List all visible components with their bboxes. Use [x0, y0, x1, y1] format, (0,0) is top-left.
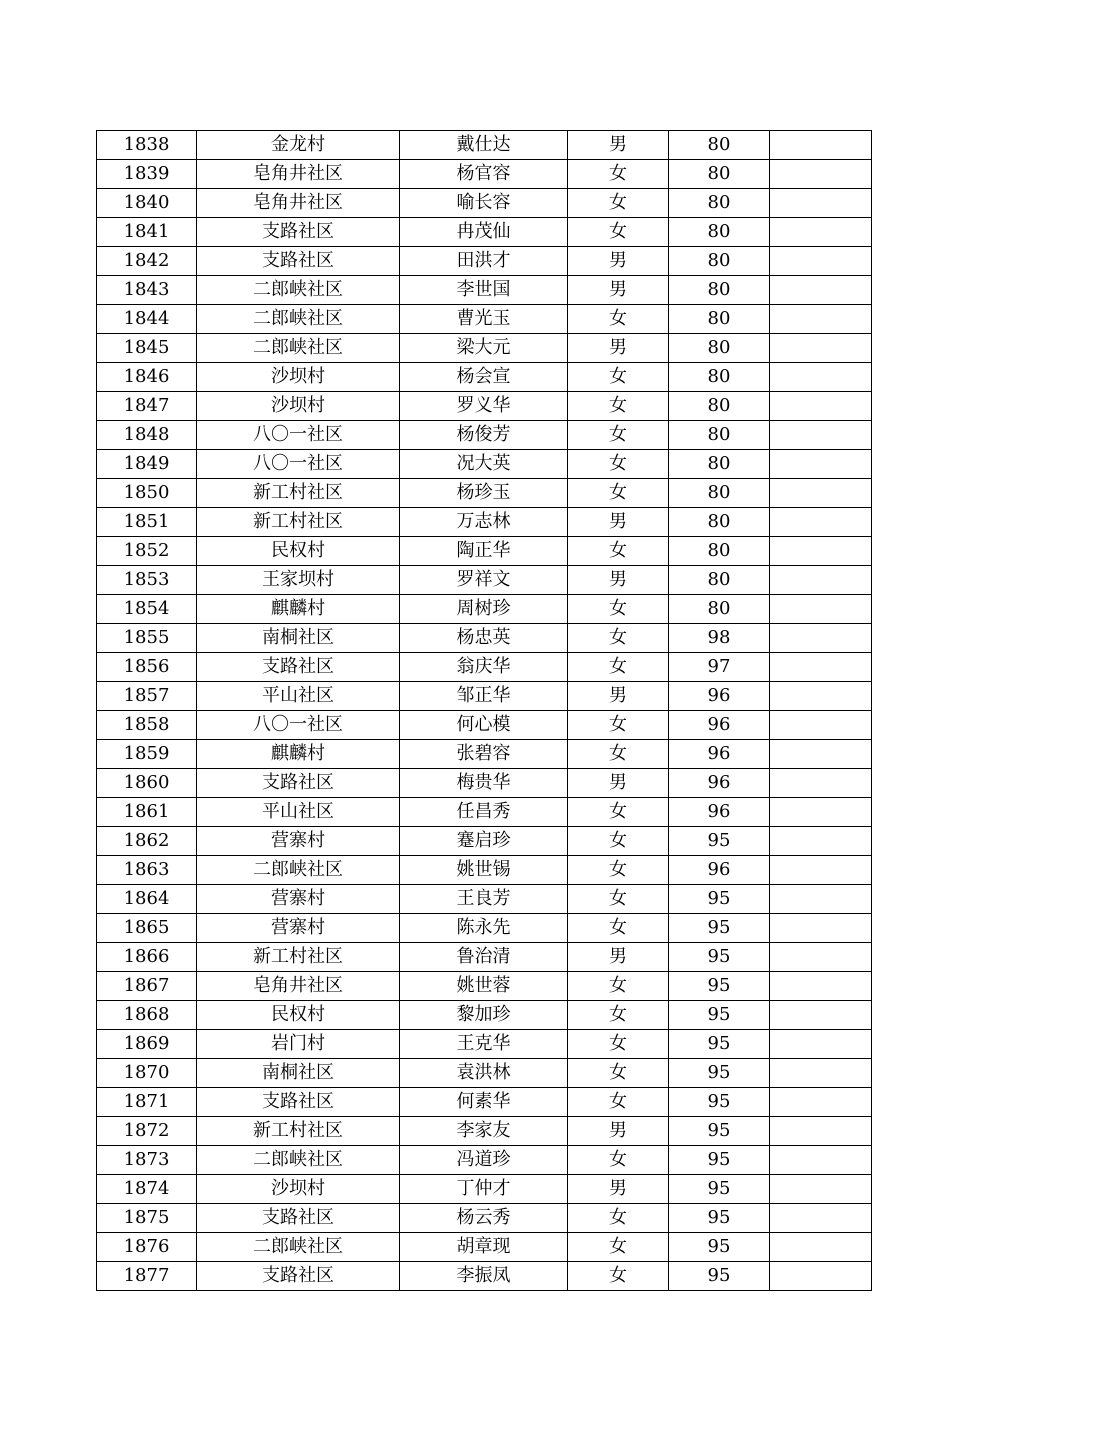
- age-cell: 96: [669, 740, 770, 769]
- name-cell: 李家友: [400, 1117, 568, 1146]
- age-cell: 95: [669, 1262, 770, 1291]
- table-row: [97, 537, 872, 566]
- table-row: [97, 711, 872, 740]
- note-cell: [770, 798, 872, 827]
- age-cell: 95: [669, 827, 770, 856]
- name-cell: 况大英: [400, 450, 568, 479]
- age-cell: 96: [669, 856, 770, 885]
- community-cell: 南桐社区: [197, 624, 400, 653]
- gender-cell: 女: [568, 827, 669, 856]
- age-cell: 80: [669, 160, 770, 189]
- name-cell: 戴仕达: [400, 131, 568, 160]
- note-cell: [770, 1146, 872, 1175]
- gender-cell: 女: [568, 1030, 669, 1059]
- table-row: [97, 1175, 872, 1204]
- community-cell: 支路社区: [197, 247, 400, 276]
- community-cell: 民权村: [197, 537, 400, 566]
- gender-cell: 男: [568, 508, 669, 537]
- note-cell: [770, 972, 872, 1001]
- community-cell: 新工村社区: [197, 508, 400, 537]
- number-cell: 1866: [97, 943, 197, 972]
- table-row: [97, 1088, 872, 1117]
- age-cell: 80: [669, 537, 770, 566]
- number-cell: 1875: [97, 1204, 197, 1233]
- number-cell: 1856: [97, 653, 197, 682]
- table-row: [97, 1146, 872, 1175]
- community-cell: 沙坝村: [197, 392, 400, 421]
- note-cell: [770, 334, 872, 363]
- gender-cell: 女: [568, 1204, 669, 1233]
- community-cell: 营寨村: [197, 914, 400, 943]
- gender-cell: 女: [568, 885, 669, 914]
- number-cell: 1851: [97, 508, 197, 537]
- name-cell: 邹正华: [400, 682, 568, 711]
- community-cell: 支路社区: [197, 1204, 400, 1233]
- gender-cell: 女: [568, 218, 669, 247]
- number-cell: 1861: [97, 798, 197, 827]
- table-row: [97, 653, 872, 682]
- name-cell: 周树珍: [400, 595, 568, 624]
- table-row: [97, 1233, 872, 1262]
- age-cell: 80: [669, 392, 770, 421]
- note-cell: [770, 363, 872, 392]
- note-cell: [770, 827, 872, 856]
- number-cell: 1847: [97, 392, 197, 421]
- age-cell: 80: [669, 450, 770, 479]
- table-row: [97, 1030, 872, 1059]
- note-cell: [770, 1059, 872, 1088]
- age-cell: 96: [669, 798, 770, 827]
- name-cell: 罗祥文: [400, 566, 568, 595]
- table-row: [97, 363, 872, 392]
- community-cell: 麒麟村: [197, 595, 400, 624]
- note-cell: [770, 392, 872, 421]
- name-cell: 杨云秀: [400, 1204, 568, 1233]
- table-row: [97, 334, 872, 363]
- note-cell: [770, 508, 872, 537]
- name-cell: 梁大元: [400, 334, 568, 363]
- community-cell: 支路社区: [197, 1088, 400, 1117]
- gender-cell: 女: [568, 595, 669, 624]
- table-row: [97, 566, 872, 595]
- community-cell: 王家坝村: [197, 566, 400, 595]
- gender-cell: 女: [568, 421, 669, 450]
- gender-cell: 女: [568, 856, 669, 885]
- note-cell: [770, 537, 872, 566]
- number-cell: 1860: [97, 769, 197, 798]
- table-row: [97, 856, 872, 885]
- age-cell: 98: [669, 624, 770, 653]
- community-cell: 皂角井社区: [197, 972, 400, 1001]
- name-cell: 丁仲才: [400, 1175, 568, 1204]
- table-row: [97, 740, 872, 769]
- community-cell: 沙坝村: [197, 363, 400, 392]
- table-row: [97, 595, 872, 624]
- name-cell: 蹇启珍: [400, 827, 568, 856]
- age-cell: 95: [669, 1204, 770, 1233]
- note-cell: [770, 740, 872, 769]
- note-cell: [770, 1204, 872, 1233]
- name-cell: 王良芳: [400, 885, 568, 914]
- community-cell: 平山社区: [197, 682, 400, 711]
- number-cell: 1862: [97, 827, 197, 856]
- table-row: [97, 218, 872, 247]
- name-cell: 张碧容: [400, 740, 568, 769]
- gender-cell: 女: [568, 363, 669, 392]
- table-row: [97, 305, 872, 334]
- name-cell: 任昌秀: [400, 798, 568, 827]
- community-cell: 八〇一社区: [197, 711, 400, 740]
- note-cell: [770, 160, 872, 189]
- age-cell: 80: [669, 218, 770, 247]
- age-cell: 95: [669, 1233, 770, 1262]
- table-row: [97, 943, 872, 972]
- number-cell: 1874: [97, 1175, 197, 1204]
- community-cell: 新工村社区: [197, 479, 400, 508]
- gender-cell: 男: [568, 943, 669, 972]
- name-cell: 罗义华: [400, 392, 568, 421]
- community-cell: 营寨村: [197, 827, 400, 856]
- note-cell: [770, 653, 872, 682]
- age-cell: 95: [669, 1059, 770, 1088]
- gender-cell: 女: [568, 1001, 669, 1030]
- gender-cell: 女: [568, 479, 669, 508]
- table-row: [97, 914, 872, 943]
- note-cell: [770, 769, 872, 798]
- age-cell: 95: [669, 1030, 770, 1059]
- note-cell: [770, 189, 872, 218]
- table-row: [97, 885, 872, 914]
- note-cell: [770, 1262, 872, 1291]
- gender-cell: 男: [568, 682, 669, 711]
- note-cell: [770, 218, 872, 247]
- name-cell: 何心模: [400, 711, 568, 740]
- table-row: [97, 160, 872, 189]
- table-row: [97, 508, 872, 537]
- number-cell: 1841: [97, 218, 197, 247]
- age-cell: 97: [669, 653, 770, 682]
- gender-cell: 女: [568, 1233, 669, 1262]
- gender-cell: 女: [568, 914, 669, 943]
- data-table: [96, 130, 872, 1291]
- community-cell: 皂角井社区: [197, 160, 400, 189]
- note-cell: [770, 276, 872, 305]
- number-cell: 1846: [97, 363, 197, 392]
- number-cell: 1871: [97, 1088, 197, 1117]
- table-row: [97, 798, 872, 827]
- age-cell: 80: [669, 276, 770, 305]
- community-cell: 八〇一社区: [197, 421, 400, 450]
- age-cell: 80: [669, 421, 770, 450]
- name-cell: 梅贵华: [400, 769, 568, 798]
- name-cell: 王克华: [400, 1030, 568, 1059]
- note-cell: [770, 421, 872, 450]
- name-cell: 鲁治清: [400, 943, 568, 972]
- gender-cell: 男: [568, 566, 669, 595]
- community-cell: 二郎峡社区: [197, 276, 400, 305]
- table-row: [97, 131, 872, 160]
- name-cell: 何素华: [400, 1088, 568, 1117]
- note-cell: [770, 479, 872, 508]
- number-cell: 1849: [97, 450, 197, 479]
- table-row: [97, 624, 872, 653]
- community-cell: 二郎峡社区: [197, 1146, 400, 1175]
- name-cell: 陈永先: [400, 914, 568, 943]
- community-cell: 八〇一社区: [197, 450, 400, 479]
- age-cell: 95: [669, 1001, 770, 1030]
- number-cell: 1840: [97, 189, 197, 218]
- name-cell: 曹光玉: [400, 305, 568, 334]
- note-cell: [770, 1088, 872, 1117]
- age-cell: 95: [669, 972, 770, 1001]
- gender-cell: 男: [568, 131, 669, 160]
- gender-cell: 女: [568, 1262, 669, 1291]
- name-cell: 翁庆华: [400, 653, 568, 682]
- number-cell: 1859: [97, 740, 197, 769]
- table-row: [97, 247, 872, 276]
- age-cell: 80: [669, 363, 770, 392]
- gender-cell: 女: [568, 160, 669, 189]
- gender-cell: 男: [568, 769, 669, 798]
- age-cell: 95: [669, 1175, 770, 1204]
- community-cell: 新工村社区: [197, 943, 400, 972]
- number-cell: 1872: [97, 1117, 197, 1146]
- table-row: [97, 1117, 872, 1146]
- number-cell: 1873: [97, 1146, 197, 1175]
- gender-cell: 女: [568, 653, 669, 682]
- community-cell: 皂角井社区: [197, 189, 400, 218]
- gender-cell: 男: [568, 1117, 669, 1146]
- gender-cell: 女: [568, 189, 669, 218]
- age-cell: 80: [669, 566, 770, 595]
- name-cell: 杨俊芳: [400, 421, 568, 450]
- number-cell: 1854: [97, 595, 197, 624]
- gender-cell: 男: [568, 276, 669, 305]
- community-cell: 平山社区: [197, 798, 400, 827]
- age-cell: 95: [669, 914, 770, 943]
- age-cell: 95: [669, 943, 770, 972]
- table-row: [97, 769, 872, 798]
- gender-cell: 女: [568, 972, 669, 1001]
- number-cell: 1858: [97, 711, 197, 740]
- table-row: [97, 392, 872, 421]
- number-cell: 1843: [97, 276, 197, 305]
- number-cell: 1876: [97, 1233, 197, 1262]
- note-cell: [770, 682, 872, 711]
- gender-cell: 女: [568, 1088, 669, 1117]
- community-cell: 支路社区: [197, 1262, 400, 1291]
- age-cell: 95: [669, 1117, 770, 1146]
- table-row: [97, 1262, 872, 1291]
- number-cell: 1863: [97, 856, 197, 885]
- community-cell: 二郎峡社区: [197, 334, 400, 363]
- gender-cell: 女: [568, 537, 669, 566]
- note-cell: [770, 1233, 872, 1262]
- community-cell: 南桐社区: [197, 1059, 400, 1088]
- note-cell: [770, 450, 872, 479]
- note-cell: [770, 856, 872, 885]
- table-row: [97, 479, 872, 508]
- community-cell: 支路社区: [197, 769, 400, 798]
- gender-cell: 男: [568, 247, 669, 276]
- age-cell: 96: [669, 769, 770, 798]
- name-cell: 田洪才: [400, 247, 568, 276]
- table-row: [97, 1001, 872, 1030]
- table-row: [97, 450, 872, 479]
- number-cell: 1853: [97, 566, 197, 595]
- note-cell: [770, 1030, 872, 1059]
- community-cell: 岩门村: [197, 1030, 400, 1059]
- age-cell: 80: [669, 189, 770, 218]
- age-cell: 96: [669, 711, 770, 740]
- number-cell: 1864: [97, 885, 197, 914]
- name-cell: 冯道珍: [400, 1146, 568, 1175]
- number-cell: 1850: [97, 479, 197, 508]
- age-cell: 95: [669, 1146, 770, 1175]
- note-cell: [770, 1175, 872, 1204]
- community-cell: 民权村: [197, 1001, 400, 1030]
- name-cell: 黎加珍: [400, 1001, 568, 1030]
- age-cell: 80: [669, 131, 770, 160]
- table-row: [97, 972, 872, 1001]
- note-cell: [770, 1117, 872, 1146]
- gender-cell: 女: [568, 711, 669, 740]
- gender-cell: 女: [568, 1146, 669, 1175]
- note-cell: [770, 305, 872, 334]
- number-cell: 1845: [97, 334, 197, 363]
- table-row: [97, 682, 872, 711]
- number-cell: 1844: [97, 305, 197, 334]
- community-cell: 二郎峡社区: [197, 856, 400, 885]
- name-cell: 陶正华: [400, 537, 568, 566]
- table-row: [97, 189, 872, 218]
- name-cell: 杨官容: [400, 160, 568, 189]
- note-cell: [770, 624, 872, 653]
- table-body: [97, 131, 872, 1291]
- name-cell: 杨会宣: [400, 363, 568, 392]
- age-cell: 95: [669, 885, 770, 914]
- gender-cell: 男: [568, 334, 669, 363]
- number-cell: 1869: [97, 1030, 197, 1059]
- number-cell: 1867: [97, 972, 197, 1001]
- name-cell: 杨珍玉: [400, 479, 568, 508]
- community-cell: 支路社区: [197, 218, 400, 247]
- community-cell: 新工村社区: [197, 1117, 400, 1146]
- age-cell: 96: [669, 682, 770, 711]
- number-cell: 1868: [97, 1001, 197, 1030]
- note-cell: [770, 131, 872, 160]
- gender-cell: 女: [568, 740, 669, 769]
- number-cell: 1865: [97, 914, 197, 943]
- note-cell: [770, 914, 872, 943]
- name-cell: 李振凤: [400, 1262, 568, 1291]
- table-row: [97, 1204, 872, 1233]
- community-cell: 沙坝村: [197, 1175, 400, 1204]
- gender-cell: 女: [568, 798, 669, 827]
- name-cell: 李世国: [400, 276, 568, 305]
- gender-cell: 女: [568, 305, 669, 334]
- age-cell: 80: [669, 334, 770, 363]
- age-cell: 80: [669, 508, 770, 537]
- table-row: [97, 276, 872, 305]
- community-cell: 营寨村: [197, 885, 400, 914]
- note-cell: [770, 885, 872, 914]
- age-cell: 80: [669, 595, 770, 624]
- community-cell: 金龙村: [197, 131, 400, 160]
- note-cell: [770, 566, 872, 595]
- name-cell: 喻长容: [400, 189, 568, 218]
- community-cell: 二郎峡社区: [197, 305, 400, 334]
- number-cell: 1870: [97, 1059, 197, 1088]
- community-cell: 麒麟村: [197, 740, 400, 769]
- community-cell: 支路社区: [197, 653, 400, 682]
- name-cell: 万志林: [400, 508, 568, 537]
- note-cell: [770, 1001, 872, 1030]
- community-cell: 二郎峡社区: [197, 1233, 400, 1262]
- number-cell: 1857: [97, 682, 197, 711]
- name-cell: 胡章现: [400, 1233, 568, 1262]
- gender-cell: 女: [568, 392, 669, 421]
- name-cell: 姚世锡: [400, 856, 568, 885]
- age-cell: 95: [669, 1088, 770, 1117]
- number-cell: 1842: [97, 247, 197, 276]
- table-row: [97, 827, 872, 856]
- age-cell: 80: [669, 247, 770, 276]
- number-cell: 1855: [97, 624, 197, 653]
- gender-cell: 女: [568, 450, 669, 479]
- note-cell: [770, 595, 872, 624]
- name-cell: 姚世蓉: [400, 972, 568, 1001]
- number-cell: 1877: [97, 1262, 197, 1291]
- name-cell: 袁洪林: [400, 1059, 568, 1088]
- note-cell: [770, 247, 872, 276]
- table-row: [97, 421, 872, 450]
- number-cell: 1838: [97, 131, 197, 160]
- gender-cell: 男: [568, 1175, 669, 1204]
- table-row: [97, 1059, 872, 1088]
- age-cell: 80: [669, 479, 770, 508]
- gender-cell: 女: [568, 624, 669, 653]
- number-cell: 1848: [97, 421, 197, 450]
- number-cell: 1852: [97, 537, 197, 566]
- note-cell: [770, 711, 872, 740]
- name-cell: 杨忠英: [400, 624, 568, 653]
- note-cell: [770, 943, 872, 972]
- gender-cell: 女: [568, 1059, 669, 1088]
- number-cell: 1839: [97, 160, 197, 189]
- name-cell: 冉茂仙: [400, 218, 568, 247]
- age-cell: 80: [669, 305, 770, 334]
